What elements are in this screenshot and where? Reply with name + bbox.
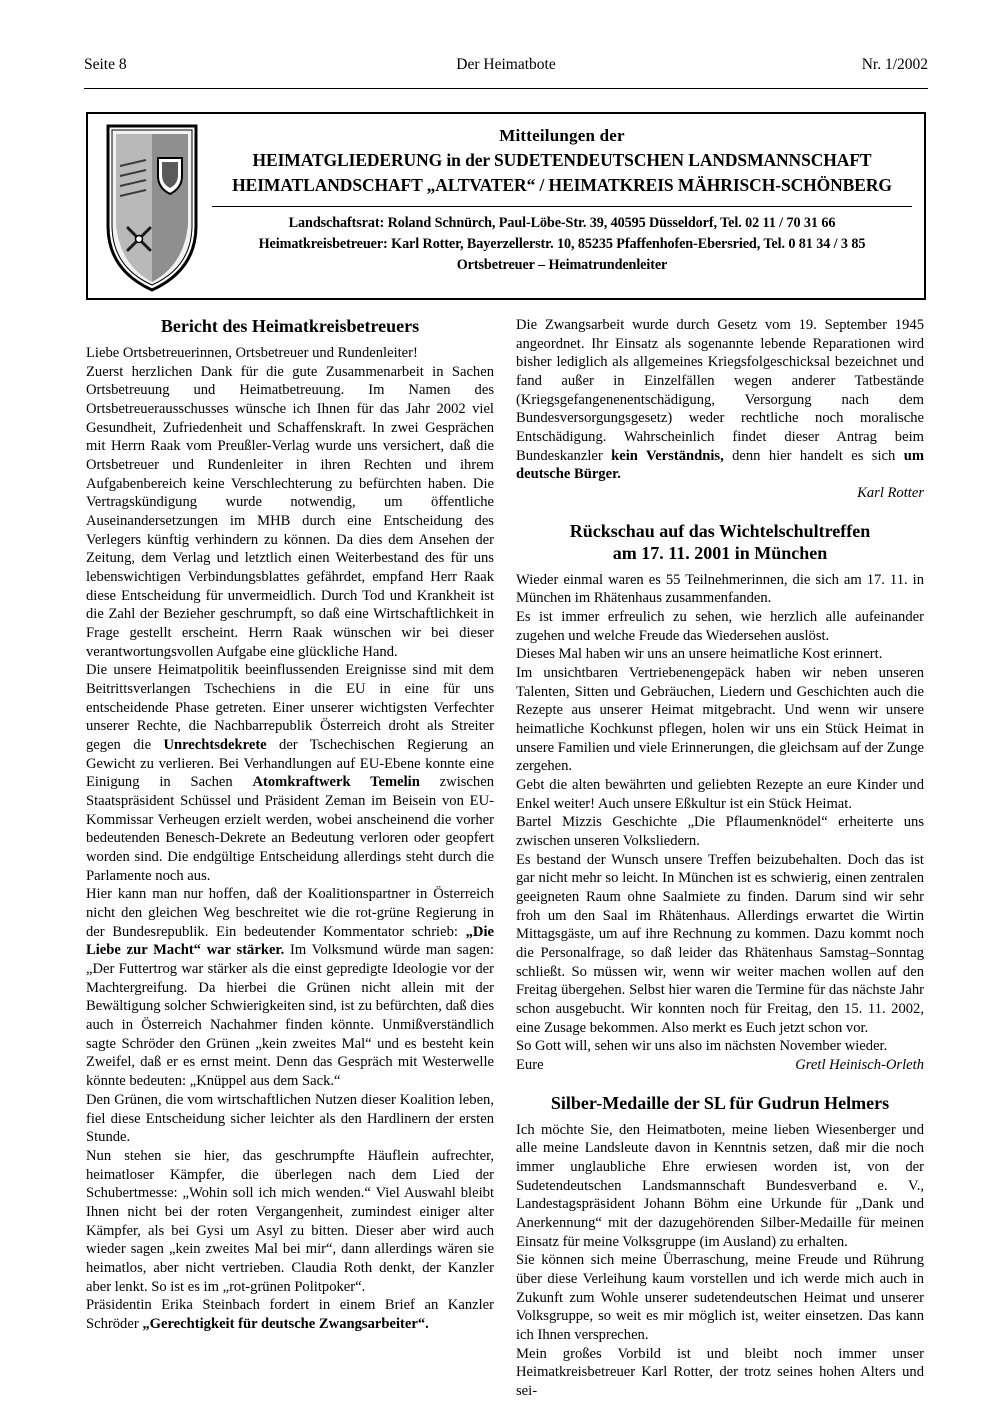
masthead-line-3: HEIMATLANDSCHAFT „ALTVATER“ / HEIMATKREIS MÄHRISCH-SCHÖNBERG xyxy=(232,175,892,195)
header-divider xyxy=(84,88,928,89)
masthead-divider xyxy=(212,206,912,207)
masthead-contact-heimatkreisbetreuer: Heimatkreisbetreuer: Karl Rotter, Bayerzellerstr. 10, 85235 Pfaffenhofen-Ebersried, Tel. 0 81 34 / 3 85 xyxy=(258,236,866,252)
bericht-paragraph-3 xyxy=(86,885,494,1090)
masthead-line-1: Mitteilungen der xyxy=(499,126,625,145)
rueckschau-paragraph-1: Wieder einmal waren es 55 Teilnehmerinnen, die sich am 17. 11. in München im Rhätenhaus zusammenfanden. xyxy=(516,571,924,607)
rueckschau-paragraph-7: Es bestand der Wunsch unsere Treffen beizubehalten. Doch das ist gar nicht mehr so leicht. In München ist es schwierig, einen zentralen geeigneten Raum ohne Saalmiete zu finden. Darum sind wir sehr froh um den Saal im Rhätenhaus. Allerdings erwartet die Wirtin Mittagsgäste, um auf ihre Rechnung zu kommen. Dazu kommt noch die Personalfrage, so daß leider das Rhätenhaus Samstag–Sonntag schließt. So müssen wir, wenn wir weiter machen wollen auf den Freitag übergehen. Selbst hier waren die Termine für das nächste Jahr schon ausgebucht. Wir konnten noch für Freitag, den 15. 11. 2002, eine Zusage bekommen. Also merkt es Euch jetzt schon vor. xyxy=(516,851,924,1036)
bericht-paragraph-6-cont xyxy=(516,316,924,484)
coat-of-arms-icon xyxy=(102,122,202,294)
silber-paragraph-1: Ich möchte Sie, den Heimatboten, meine lieben Wiesenberger und alle meine Landsleute davon in Kenntnis setzen, daß mir die noch immer unglaubliche Ehre erwiesen worden ist, von der Sudetendeutschen Landsmannschaft Bundesverband e. V., Landestagspräsident Johann Böhm eine Urkunde für „Dank und Anerkennung“ mit der dazugehörenden Silber-Medaille für meinen Einsatz für meine Volksgruppe (im Ausland) zu erhalten. xyxy=(516,1121,924,1250)
bericht-p2-part3: zwischen Staatspräsident Schüssel und Präsident Zeman im Beisein von EU-Kommissar Verheugen erzielt werden, wobei anscheinend die vorher bedeutenden Benesch-Dekrete an Bedeutung verloren oder geopfert worden sind. Die endgültige Entscheidung allerdings steht durch die Parlamente noch aus. xyxy=(86,774,494,884)
column-left xyxy=(86,316,494,1334)
rueckschau-title-line2: am 17. 11. 2001 in München xyxy=(612,542,828,563)
publication-title: Der Heimatbote xyxy=(456,56,556,73)
article-title-rueckschau xyxy=(516,521,924,565)
bericht-paragraph-1: Zuerst herzlichen Dank für die gute Zusammenarbeit in Sachen Ortsbetreuung und Heimatbetreuung. Im Namen des Ortsbetreuerausschusses wünsche ich Ihnen für das Jahr 2002 viel Gesundheit, Zufriedenheit und Schaffenskraft. In zwei Gesprächen mit Herrn Raak vom Preußler-Verlag wurde uns versichert, daß die Ortsbetreuer und Rundenleiter in ihren Rechten und ihrem Aufgabenbereich keine Verschlechterung zu befürchten haben. Die Vertragskündigung wurde notwendig, um öffentliche Auseinandersetzungen im MHB durch eine Entscheidung des Verlegers künftig verhindern zu können. Da dies dem Ansehen der Zeitung, dem Verlag und letztlich einen Weiterbestand des für uns lebenswichtigen Verbindungsblattes gefährdet, empfand Herr Raak diese Entscheidung für unvermeidlich. Durch Tod und Krankheit ist die Zahl der Bezieher geschrumpft, so daß eine Wirtschaftlichkeit in Frage gestellt erscheint. Herrn Raak wünschen wir bei dieser verantwortungsvollen Aufgabe eine glückliche Hand. xyxy=(86,363,494,660)
masthead-box xyxy=(86,112,926,300)
silber-paragraph-2: Sie können sich meine Überraschung, meine Freude und Rührung über diese Verleihung kaum vorstellen und ich werde mich auch in Zukunft zum Wohle unserer sudetendeutschen Heimat und unserer Volksgruppe, so weit es mir möglich ist, weiter einsetzen. Das kann ich Ihnen versprechen. xyxy=(516,1252,924,1344)
masthead-contact-ortsbetreuer: Ortsbetreuer – Heimatrundenleiter xyxy=(456,257,668,273)
rueckschau-signature-name: Gretl Heinisch-Orleth xyxy=(795,1057,924,1074)
bericht-bold-liebe-zur-macht: „Die Liebe zur Macht“ war stärker. xyxy=(86,923,494,959)
bericht-paragraph-6 xyxy=(86,1296,494,1333)
rueckschau-paragraph-6: Bartel Mizzis Geschichte „Die Pflaumenknödel“ erheiterte uns zwischen unseren Volksliedern. xyxy=(516,814,924,850)
bericht-bold-gerechtigkeit: „Gerechtigkeit für deutsche Zwangsarbeiter“. xyxy=(142,1315,429,1332)
page-number: Seite 8 xyxy=(84,56,127,73)
bericht-bold-temelin: Atomkraftwerk Temelin xyxy=(252,774,420,791)
article-title-bericht: Bericht des Heimatkreisbetreuers xyxy=(160,316,420,336)
bericht-p6-part1: Präsidentin Erika Steinbach fordert in einem Brief an Kanzler Schröder xyxy=(86,1297,494,1332)
rueckschau-title-line1: Rückschau auf das Wichtelschultreffen xyxy=(569,520,871,541)
rueckschau-paragraph-8: So Gott will, sehen wir uns also im nächsten November wieder. xyxy=(516,1038,888,1055)
bericht-signature: Karl Rotter xyxy=(857,485,924,502)
bericht-paragraph-5: Nun stehen sie hier, das geschrumpfte Häuflein aufrechter, heimatloser Kämpfer, die überlegen nach dem Lied der Schubertmesse: „Wohin soll ich mich wenden.“ Viel Auswahl bleibt Ihnen nicht bei der roten Vergangenheit, zumindest einiger alter Kämpfer, als bei Gysi um Asyl zu bitten. Dieser aber wird auch wieder sagen „kein zweites Mal bei mir“, dann allerdings wären sie heimatlos, aber nicht vertrieben. Claudia Roth denkt, der Kanzler aber lenkt. So ist es im „rot-grünen Politpoker“. xyxy=(86,1147,494,1295)
masthead-contact-landschaftsrat: Landschaftsrat: Roland Schnürch, Paul-Löbe-Str. 39, 40595 Düsseldorf, Tel. 02 11 / 70 31 66 xyxy=(288,215,836,231)
rueckschau-paragraph-3: Dieses Mal haben wir uns an unsere heimatliche Kost erinnert. xyxy=(516,646,883,663)
rueckschau-signature-left: Eure xyxy=(516,1057,544,1074)
rueckschau-paragraph-4: Im unsichtbaren Vertriebenengepäck haben wir neben unseren Talenten, Sitten und Gebräuchen, Liedern und Geschichten auch die Rezepte aus unserer Heimat mitgebracht. Und wenn wir unsere heimatliche Kochkunst pflegen, holen wir uns ein Stück Heimat in unsere Familien und viele Erinnerungen, die gleichsam auf der Zunge zergehen. xyxy=(516,664,924,775)
bericht-p2-part2: der Tschechischen Regierung an Gewicht zu verlieren. Bei Verhandlungen auf EU-Ebene konnte eine Einigung in Sachen xyxy=(86,737,494,791)
bericht-p3-part1: Hier kann man nur hoffen, daß der Koalitionspartner in Österreich nicht den gleichen Weg beschreitet wie die rot-grüne Regierung in der Bundesrepublik. Ein bedeutender Kommentator schrieb: xyxy=(86,886,494,940)
bericht-p6-part3: denn hier handelt es sich xyxy=(723,447,904,464)
bericht-paragraph-2 xyxy=(86,661,494,885)
bericht-p2-part1: Die unsere Heimatpolitik beeinflussenden Ereignisse sind mit dem Beitrittsverlangen Tschechiens in die EU in eine für uns entscheidende Phase getreten. Einer unserer wichtigsten Verfechter unserer Rechte, die Nachbarrepublik Österreich droht als Streiter gegen die xyxy=(86,662,494,754)
bericht-paragraph-4: Den Grünen, die vom wirtschaftlichen Nutzen dieser Koalition leben, fiel diese Entscheidung sicher leichter als den Hardlinern der ersten Stunde. xyxy=(86,1091,494,1146)
bericht-p6-part2: Die Zwangsarbeit wurde durch Gesetz vom 19. September 1945 angeordnet. Ihr Einsatz als sogenannte lebende Reparationen wird bisher lediglich als allgemeines Kriegsfolgeschicksal bezeichnet und fand außer in Einzelfällen wegen anderer Tatbestände (Kriegsgefangenenentschädigung, Versorgung nach dem Bundesversorgungsgesetz) weder rechtliche noch moralische Entschädigung. Wahrscheinlich findet dieser Antrag beim Bundeskanzler xyxy=(516,317,924,464)
bericht-bold-kein-verstaendnis: kein Verständnis, xyxy=(611,447,724,464)
rueckschau-signature-row xyxy=(516,1056,924,1075)
masthead-line-2: HEIMATGLIEDERUNG in der SUDETENDEUTSCHEN LANDSMANNSCHAFT xyxy=(252,150,872,170)
bericht-p3-part2: Im Volksmund würde man sagen: „Der Futtertrog war stärker als die einst gepredigte Ideologie vor der Machtergreifung. Da hierbei die Grünen nicht allein mit der Bewältigung solcher Schwierigkeiten sind, ist zu befürchten, daß dies auch in Österreich Nachahmer finden könnte. Unmißverständlich sagte Schröder den Grünen „kein zweites Mal“ und es besteht kein Zweifel, daß er es ernst meint. Denn das Gespräch mit Westerwelle könnte bedeuten: „Knüppel aus dem Sack.“ xyxy=(86,942,494,1090)
running-head xyxy=(84,56,928,86)
bericht-salutation: Liebe Ortsbetreuerinnen, Ortsbetreuer und Rundenleiter! xyxy=(86,344,418,361)
rueckschau-paragraph-5: Gebt die alten bewährten und geliebten Rezepte an eure Kinder und Enkel weiter! Auch unsere Eßkultur ist ein Stück Heimat. xyxy=(516,777,924,812)
silber-paragraph-3: Mein großes Vorbild ist und bleibt noch immer unser Heimatkreisbetreuer Karl Rotter, der trotz seines hohen Alters und sei- xyxy=(516,1345,924,1400)
bericht-bold-deutsche-buerger: um deutsche Bürger. xyxy=(516,447,924,483)
article-title-silber: Silber-Medaille der SL für Gudrun Helmers xyxy=(550,1092,890,1113)
issue-number: Nr. 1/2002 xyxy=(861,56,928,73)
column-right xyxy=(516,316,924,1401)
masthead-text xyxy=(212,124,912,274)
bericht-bold-unrechtsdekrete: Unrechtsdekrete xyxy=(163,737,267,754)
rueckschau-paragraph-2: Es ist immer erfreulich zu sehen, wie herzlich alle aufeinander zugehen und welche Freude das Wiedersehen auslöst. xyxy=(516,608,924,644)
